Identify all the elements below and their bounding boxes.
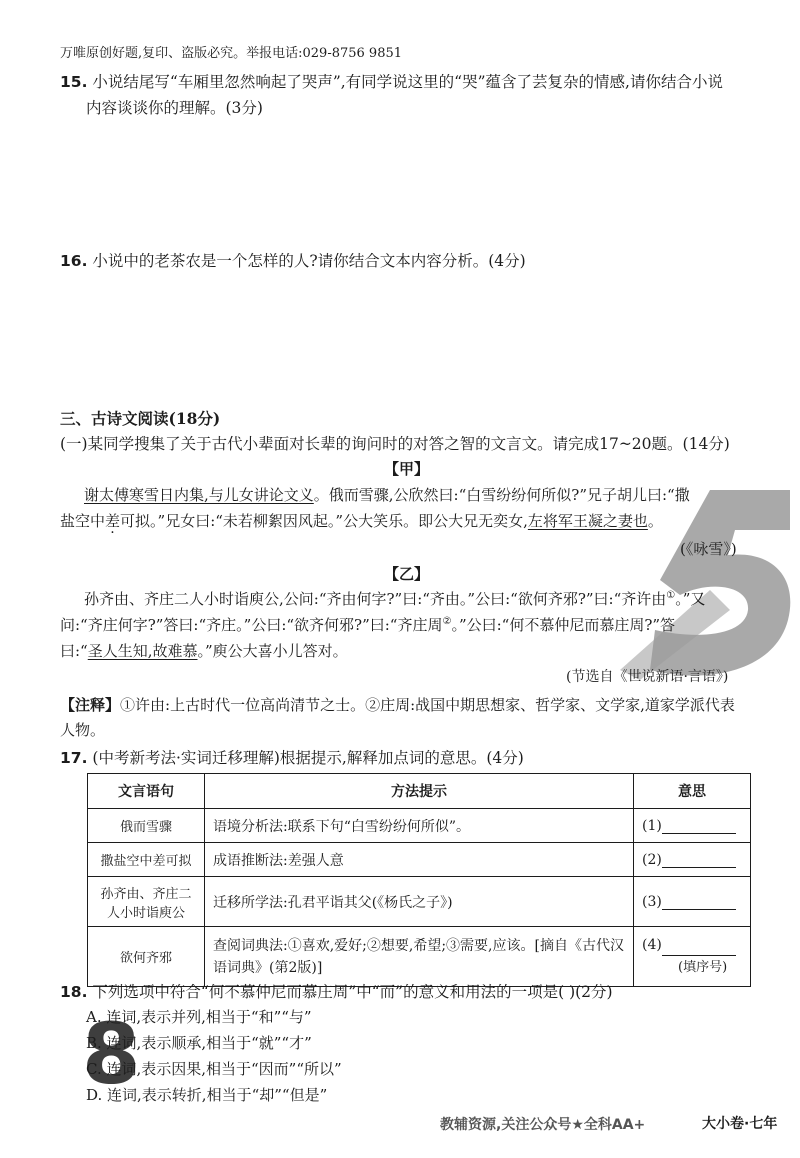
footnote-mark: ①: [666, 590, 676, 601]
table-cell: 孙齐由、齐庄二人小时诣庾公: [88, 877, 205, 927]
table-cell: 欲何齐邪: [88, 927, 205, 987]
question-15: [60, 70, 723, 92]
text: 。俄而雪骤,公欣然曰:“白雪纷纷何所似?”兄子胡儿曰:“撒: [313, 486, 690, 504]
passage-jia-source: (《咏雪》): [680, 540, 737, 558]
passage-yi-line2: [60, 614, 675, 635]
footnote-mark: ②: [442, 616, 452, 627]
question-text: 小说结尾写“车厢里忽然响起了哭声”,有同学说这里的“哭”蕴含了芸复杂的情感,请你结合小说: [92, 73, 723, 91]
answer-blank[interactable]: [662, 895, 736, 910]
question-number: 15.: [60, 73, 88, 91]
table-header: 意思: [634, 774, 751, 809]
section-title: 三、古诗文阅读(18分): [60, 409, 221, 428]
text: 可拟。”兄女曰:“未若柳絮因风起。”公大笑乐。即公大兄无奕女,: [120, 512, 528, 530]
passage-jia-line1: [84, 484, 690, 505]
text: 。”公曰:“何不慕仲尼而慕庄周?”答: [451, 616, 676, 634]
passage-yi-line1: [84, 588, 705, 609]
page-number-graphic: 8: [82, 1005, 141, 1103]
question-number: 18.: [60, 983, 88, 1001]
underlined-phrase: 左将军王凝之妻也: [527, 512, 648, 530]
question-number: 17.: [60, 749, 88, 767]
passage-yi-title: 【乙】: [384, 565, 430, 583]
option-a[interactable]: A. 连词,表示并列,相当于“和”“与”: [86, 1008, 312, 1026]
table-cell: 俄而雪骤: [88, 809, 205, 843]
passage-jia-line2: [60, 510, 663, 531]
underlined-phrase: 谢太傅寒雪日内集,与儿女讲论文义: [84, 486, 314, 504]
question-16: [60, 249, 526, 271]
table-cell: 撒盐空中差可拟: [88, 843, 205, 877]
annotation-line2: 人物。: [60, 721, 106, 739]
table-cell: 迁移所学法:孔君平诣其父(《杨氏之子》): [205, 877, 634, 927]
answer-blank[interactable]: [662, 941, 736, 956]
question-18: [60, 980, 613, 1002]
option-b[interactable]: B. 连词,表示顺承,相当于“就”“才”: [86, 1034, 312, 1052]
answer-index: (1): [642, 817, 662, 834]
table-cell: 成语推断法:差强人意: [205, 843, 634, 877]
footer-promo: 教辅资源,关注公众号★全科AA+: [440, 1117, 646, 1133]
text: 。: [647, 512, 663, 530]
table-cell: 语境分析法:联系下句“白雪纷纷何所似”。: [205, 809, 634, 843]
answer-index: (3): [642, 893, 662, 910]
passage-yi-line3: [60, 640, 348, 661]
table-row: [88, 809, 751, 843]
annotation-text: ①许由:上古时代一位高尚清节之士。②庄周:战国中期思想家、哲学家、文学家,道家学派代表: [120, 696, 735, 714]
passage-yi-source: (节选自《世说新语·言语》): [566, 669, 729, 685]
question-15-line2: 内容谈谈你的理解。(3分): [86, 99, 263, 117]
option-d[interactable]: D. 连词,表示转折,相当于“却”“但是”: [86, 1086, 328, 1104]
option-c[interactable]: C. 连词,表示因果,相当于“因而”“所以”: [86, 1060, 342, 1078]
table-header: 文言语句: [88, 774, 205, 809]
answer-cell[interactable]: [634, 877, 751, 927]
answer-index: (4): [642, 937, 662, 953]
footer-label: 大小卷·七年: [702, 1116, 778, 1132]
table-header: 方法提示: [205, 774, 634, 809]
table-cell: 查阅词典法:①喜欢,爱好;②想要,希望;③需要,应该。[摘自《古代汉语词典》(第2版)]: [205, 927, 634, 987]
table-row: [88, 877, 751, 927]
underlined-phrase: 圣人生知,故难慕: [87, 642, 198, 660]
text: 孙齐由、齐庄二人小时诣庾公,公问:“齐由何字?”曰:“齐由。”公曰:“欲何齐邪?”曰:“齐许由: [84, 590, 667, 608]
answer-note: (填序号): [678, 960, 728, 975]
question-text: (中考新考法·实词迁移理解)根据提示,解释加点词的意思。(4分): [92, 749, 524, 767]
dotted-char: 差: [105, 512, 121, 530]
answer-blank[interactable]: [662, 819, 736, 834]
question-17: [60, 746, 524, 768]
table-row: [88, 927, 751, 987]
answer-index: (2): [642, 851, 662, 868]
answer-blank[interactable]: [662, 853, 736, 868]
text: 曰:“: [60, 642, 88, 660]
question-text: 下列选项中符合“何不慕仲尼而慕庄周”中“而”的意义和用法的一项是( )(2分): [92, 983, 613, 1001]
passage-jia-title: 【甲】: [384, 460, 430, 478]
table-header-row: [88, 774, 751, 809]
question-text: 小说中的老茶农是一个怎样的人?请你结合文本内容分析。(4分): [92, 252, 526, 270]
text: 盐空中: [60, 512, 106, 530]
header-notice: 万唯原创好题,复印、盗版必究。举报电话:029-8756 9851: [60, 46, 403, 61]
vocab-table: [87, 773, 751, 987]
section-intro: (一)某同学搜集了关于古代小辈面对长辈的询问时的对答之智的文言文。请完成17~20题。(14分): [60, 435, 730, 453]
annotation-label: 【注释】: [60, 696, 121, 714]
answer-cell[interactable]: [634, 843, 751, 877]
answer-cell[interactable]: [634, 927, 751, 987]
table-row: [88, 843, 751, 877]
answer-cell[interactable]: [634, 809, 751, 843]
text: 。”庾公大喜小儿答对。: [197, 642, 348, 660]
text: 问:“齐庄何字?”答曰:“齐庄。”公曰:“欲齐何邪?”曰:“齐庄周: [60, 616, 443, 634]
annotation: [60, 694, 735, 715]
question-number: 16.: [60, 252, 88, 270]
text: 。”又: [675, 590, 706, 608]
